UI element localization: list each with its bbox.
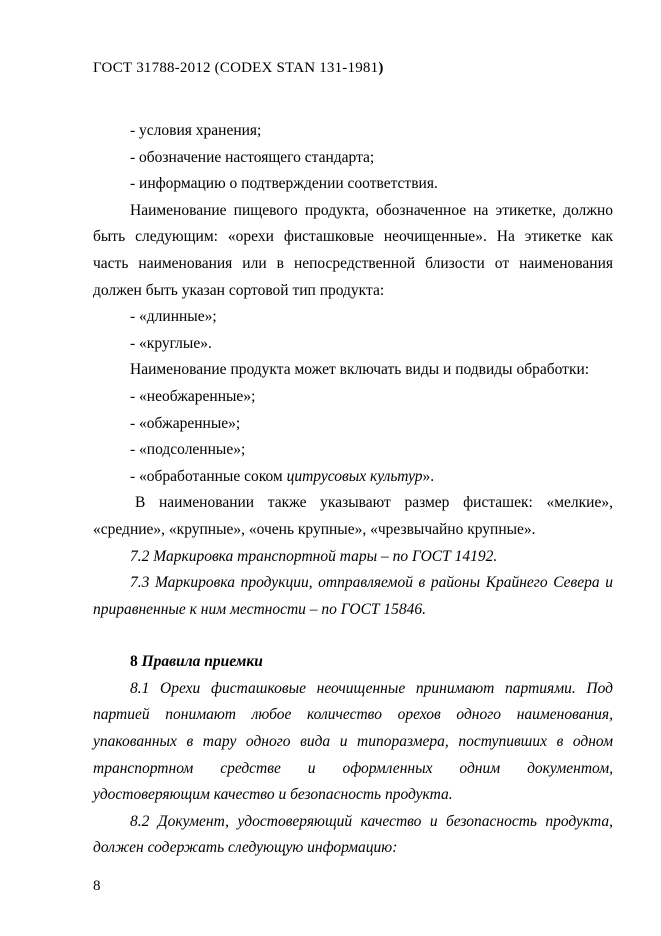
page-header: [93, 60, 384, 77]
list-item: - «обжаренные»;: [130, 414, 241, 432]
list-item: - условия хранения;: [130, 122, 262, 139]
clause-8-2: [93, 809, 613, 862]
product-name-paragraph: [93, 198, 613, 304]
text-line: приравненные к ним местности – по ГОСТ 15846.: [93, 600, 427, 618]
text-line: удостоверяющим качество и безопасность продукта.: [93, 786, 453, 804]
text-line: «средние», «крупные», «очень крупные», «чрезвычайно крупные».: [93, 520, 536, 538]
processing-intro: Наименование продукта может включать виды и подвиды обработки:: [130, 361, 590, 379]
text-line: 8.2 Документ, удостоверяющий качество и безопасность продукта,: [130, 812, 613, 830]
list-item: - «длинные»;: [130, 308, 217, 326]
section-title: Правила приемки: [141, 653, 263, 671]
list-item: - «круглые».: [130, 334, 212, 352]
spacer: [93, 623, 613, 649]
page-number: 8: [93, 878, 101, 894]
text-line: должен быть указан сортовой тип продукта:: [93, 281, 385, 299]
list-item: [93, 464, 613, 491]
clause-7-2: 7.2 Маркировка транспортной тары – по ГОСТ 14192.: [130, 547, 498, 565]
list-item-prefix: - «обработанные соком: [130, 467, 287, 485]
list-item-suffix: ».: [422, 467, 435, 485]
text-line: В наименовании также указывают размер фисташек: «мелкие»,: [135, 494, 613, 512]
text-line: партией понимают любое количество орехов одного наименования,: [93, 706, 613, 724]
clause-7-3: [93, 570, 613, 623]
text-line: быть следующим: «орехи фисташковые неочищенные». На этикетке как: [93, 228, 613, 246]
page-body: [93, 118, 613, 862]
text-line: 7.3 Маркировка продукции, отправляемой в районы Крайнего Севера и: [130, 574, 613, 592]
list-item: - «подсоленные»;: [130, 441, 246, 459]
text-line: часть наименования или в непосредственной близости от наименования: [93, 254, 613, 272]
section-heading: [93, 649, 613, 676]
section-number: 8: [130, 653, 142, 671]
text-line: 8.1 Орехи фисташковые неочищенные принимают партиями. Под: [130, 679, 613, 697]
list-item: - информацию о подтверждении соответствия.: [130, 175, 438, 193]
text-line: Наименование пищевого продукта, обозначенное на этикетке, должно: [130, 201, 613, 219]
list-item: - обозначение настоящего стандарта;: [130, 148, 375, 166]
list-item-italic: цитрусовых культур: [286, 467, 423, 485]
size-paragraph: [93, 490, 613, 543]
clause-8-1: [93, 676, 613, 809]
header-standard-code: ГОСТ 31788-2012 (CODEX STAN 131-1981: [93, 60, 379, 76]
header-bracket: ): [378, 60, 384, 76]
text-line: упакованных в тару одного вида и типоразмера, поступивших в одном: [93, 733, 613, 751]
text-line: транспортном средстве и оформленных одним документом,: [93, 759, 613, 777]
list-item: - «необжаренные»;: [130, 387, 256, 405]
text-line: должен содержать следующую информацию:: [93, 839, 398, 857]
